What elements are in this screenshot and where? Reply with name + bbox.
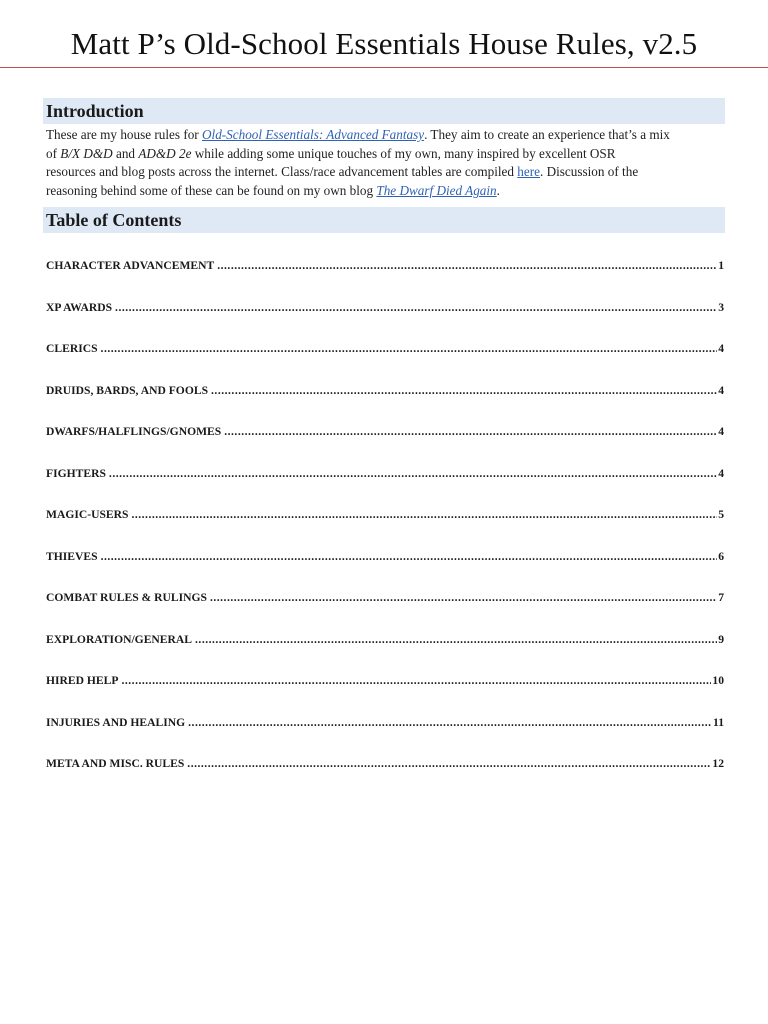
introduction-heading: Introduction (46, 101, 144, 121)
blog-link[interactable] (376, 183, 496, 198)
text-run: resources and blog posts across the internet. Class/race advancement tables are compiled (46, 164, 518, 180)
advancement-tables-link[interactable]: here (517, 164, 540, 180)
toc-entry-druids-bards-fools[interactable] (46, 381, 724, 423)
toc-entry-label: FIGHTERS (46, 466, 106, 480)
introduction-line (46, 182, 726, 201)
toc-entry-label: CLERICS (46, 342, 98, 355)
toc-entry-xp-awards[interactable] (46, 298, 724, 340)
toc-page-number: 5 (718, 508, 724, 521)
emphasis-bx-dnd: B/X D&D (60, 145, 113, 161)
toc-entry-label: MAGIC-USERS (46, 508, 129, 521)
ose-advanced-fantasy-link[interactable] (202, 127, 424, 142)
table-of-contents (46, 256, 724, 796)
toc-entry-label: EXPLORATION/GENERAL (46, 632, 193, 646)
toc-dot-leader (101, 339, 718, 359)
toc-dot-leader (115, 298, 717, 318)
toc-entry-label: DWARFS/HALFLINGS/GNOMES (46, 425, 222, 438)
text-run: These are my house rules for (46, 127, 202, 142)
toc-dot-leader (188, 713, 712, 733)
introduction-line (46, 145, 726, 164)
text-run: while adding some unique touches of my own, many inspired by excellent OSR (191, 145, 616, 161)
toc-entry-thieves[interactable] (46, 547, 724, 589)
toc-entry-label: HIRED HELP (46, 674, 119, 687)
text-run: . Discussion of the (540, 164, 639, 180)
toc-entry-character-advancement[interactable] (46, 256, 724, 298)
toc-dot-leader (187, 754, 711, 774)
toc-entry-combat-rules[interactable] (46, 588, 724, 630)
toc-entry-meta-misc-rules[interactable] (46, 754, 724, 796)
toc-page-number: 11 (713, 715, 724, 729)
document-title: Matt P’s Old-School Essentials House Rules, v2.5 (70, 26, 698, 61)
toc-dot-leader (101, 547, 718, 567)
toc-entry-exploration-general[interactable] (46, 630, 724, 672)
document-header (0, 0, 768, 68)
toc-dot-leader (109, 464, 717, 484)
introduction-heading-band (43, 98, 725, 124)
toc-entry-label: COMBAT RULES & RULINGS (46, 591, 207, 604)
toc-entry-hired-help[interactable] (46, 671, 724, 713)
toc-dot-leader (217, 256, 717, 276)
toc-entry-label: META AND MISC. RULES (46, 757, 185, 770)
toc-page-number: 3 (718, 300, 724, 314)
toc-page-number: 4 (718, 425, 724, 438)
toc-entry-label: CHARACTER ADVANCEMENT (46, 259, 215, 272)
toc-page-number: 12 (712, 757, 724, 770)
toc-dot-leader (210, 588, 717, 608)
toc-page-number: 6 (718, 549, 724, 563)
introduction-line (46, 163, 726, 182)
toc-entry-injuries-healing[interactable] (46, 713, 724, 755)
link-text: Old-School Essentials: Advanced Fantasy (202, 127, 425, 142)
toc-entry-label: XP AWARDS (46, 300, 113, 314)
toc-entry-fighters[interactable] (46, 464, 724, 506)
toc-page-number: 4 (718, 342, 724, 355)
text-run: . (496, 183, 500, 199)
text-run: reasoning behind some of these can be found on my own blog (46, 183, 377, 199)
toc-page-number: 7 (718, 591, 724, 604)
toc-page-number: 10 (712, 674, 724, 687)
toc-entry-label: DRUIDS, BARDS, AND FOOLS (46, 383, 209, 397)
toc-heading: Table of Contents (46, 210, 182, 230)
toc-dot-leader (121, 671, 711, 691)
text-run: . They aim to create an experience that’s a mix (424, 127, 670, 142)
toc-dot-leader (211, 381, 717, 401)
text-run: of (46, 145, 61, 161)
toc-page-number: 9 (718, 632, 724, 646)
toc-entry-dwarfs-halflings-gnomes[interactable] (46, 422, 724, 464)
toc-entry-label: INJURIES AND HEALING (46, 715, 186, 729)
toc-dot-leader (131, 505, 717, 525)
toc-entry-label: THIEVES (46, 549, 98, 563)
toc-entry-clerics[interactable] (46, 339, 724, 381)
introduction-line (46, 126, 726, 145)
text-run: and (112, 145, 139, 161)
toc-dot-leader (195, 630, 717, 650)
toc-page-number: 4 (718, 383, 724, 397)
toc-dot-leader (224, 422, 717, 442)
toc-entry-magic-users[interactable] (46, 505, 724, 547)
toc-page-number: 1 (718, 259, 724, 272)
toc-page-number: 4 (718, 466, 724, 480)
emphasis-adnd-2e: AD&D 2e (138, 145, 192, 161)
introduction-paragraph (46, 126, 726, 201)
link-text: The Dwarf Died Again (376, 183, 497, 199)
